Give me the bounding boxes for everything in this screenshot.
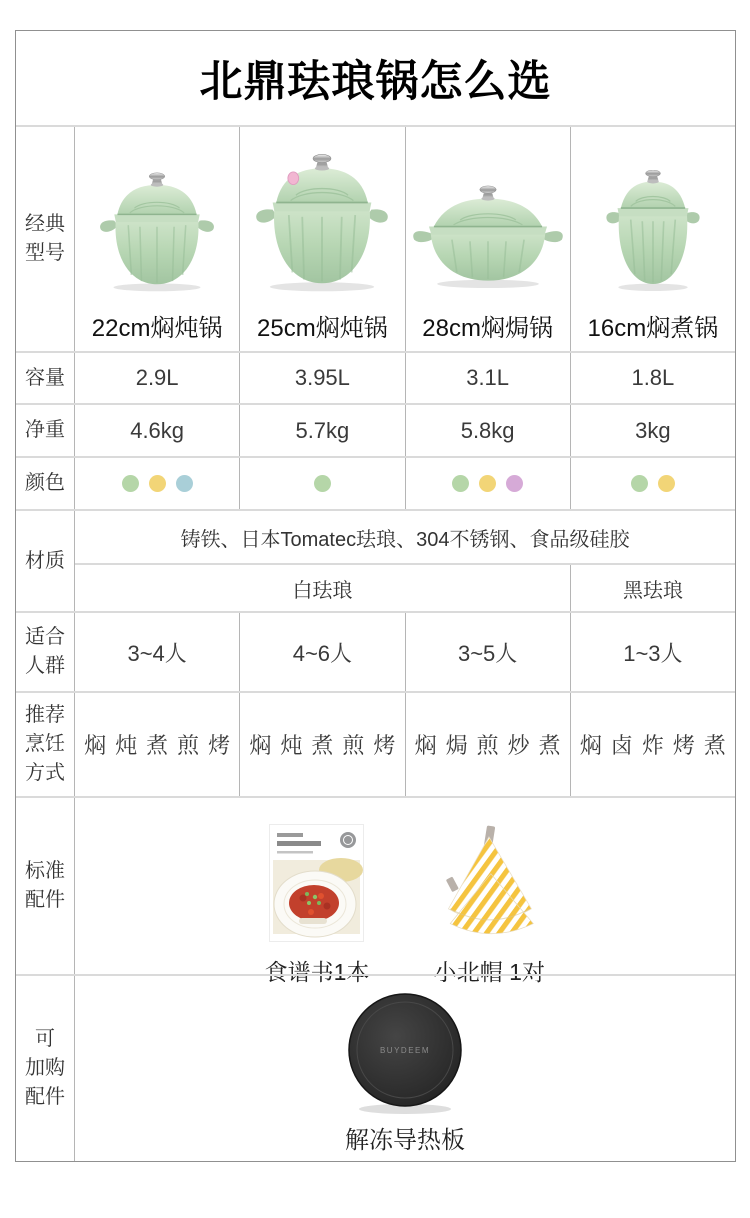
pot-mitts-image — [433, 824, 545, 942]
people-row — [16, 611, 735, 691]
thermal-plate-image — [335, 990, 475, 1118]
pot-image-16cm-pot — [601, 170, 705, 294]
capacity-value: 1.8L — [631, 365, 675, 390]
color-dot-blue — [176, 475, 193, 492]
accessory-pot-mitts — [433, 824, 545, 987]
color-dot-yellow — [149, 475, 166, 492]
color-swatches — [314, 475, 331, 492]
pot-image-28cm-braiser — [406, 182, 570, 294]
capacity-value: 2.9L — [135, 365, 179, 390]
weight-value: 5.7kg — [295, 417, 350, 443]
material-row — [16, 509, 735, 611]
recipe-book-image — [269, 824, 364, 942]
row-header-material: 材质 — [25, 549, 65, 572]
color-dot-yellow — [479, 475, 496, 492]
color-row — [16, 456, 735, 509]
weight-value: 3kg — [635, 417, 671, 443]
weight-value: 4.6kg — [130, 417, 185, 443]
people-value: 3~4人 — [127, 640, 187, 666]
capacity-value: 3.1L — [466, 365, 510, 390]
model-cell-16cm — [570, 127, 735, 351]
accessories-row — [16, 796, 735, 985]
color-swatches — [122, 475, 193, 492]
color-dot-green — [122, 475, 139, 492]
model-cell-25cm — [239, 127, 404, 351]
weight-value: 5.8kg — [460, 417, 515, 443]
row-header-accessories: 标准 配件 — [25, 860, 65, 911]
row-header-optional: 可 加购 配件 — [25, 1028, 65, 1108]
model-name: 28cm焖焗锅 — [422, 314, 553, 342]
model-row — [16, 125, 735, 351]
cooking-value: 焖炖煮煎烤 — [249, 733, 405, 758]
capacity-value: 3.95L — [294, 365, 350, 390]
model-name: 25cm焖炖锅 — [257, 314, 388, 342]
cooking-value: 焖焗煎炒煮 — [414, 733, 570, 758]
title-row — [16, 31, 735, 125]
material-black-enamel: 黑珐琅 — [570, 565, 735, 611]
material-white-enamel: 白珐琅 — [292, 579, 353, 602]
material-composition: 铸铁、日本Tomatec珐琅、304不锈钢、食品级硅胶 — [180, 528, 630, 551]
thermal-plate-brand: BUYDEEM — [379, 1046, 431, 1055]
page-title: 北鼎珐琅锅怎么选 — [199, 57, 552, 106]
row-header-capacity: 容量 — [25, 366, 65, 389]
people-value: 1~3人 — [623, 640, 683, 666]
pot-image-25cm-stew — [243, 154, 401, 294]
optional-row — [16, 974, 735, 1161]
pot-mitts-caption: 小北帽 1对 — [433, 959, 545, 985]
pink-steam-valve — [288, 171, 299, 184]
model-name: 22cm焖炖锅 — [91, 314, 223, 342]
color-dot-green — [452, 475, 469, 492]
row-header-weight: 净重 — [25, 419, 65, 441]
cooking-value: 焖卤炸烤煮 — [579, 733, 735, 758]
row-header-model: 经典 型号 — [25, 213, 65, 264]
cooking-row — [16, 691, 735, 796]
color-dot-purple — [506, 475, 523, 492]
people-value: 4~6人 — [292, 640, 353, 666]
model-cell-28cm — [405, 127, 570, 351]
color-swatches — [452, 475, 523, 492]
comparison-table — [15, 30, 736, 1162]
color-swatches — [631, 475, 675, 492]
row-header-people: 适合 人群 — [25, 626, 65, 677]
weight-row — [16, 403, 735, 456]
accessory-recipe-book — [265, 824, 370, 987]
model-cell-22cm — [74, 127, 239, 351]
color-dot-green — [314, 475, 331, 492]
people-value: 3~5人 — [457, 640, 518, 666]
recipe-book-caption: 食谱书1本 — [264, 959, 370, 985]
color-dot-green — [631, 475, 648, 492]
row-header-color: 颜色 — [25, 472, 65, 494]
color-dot-yellow — [658, 475, 675, 492]
cooking-value: 焖炖煮煎烤 — [84, 733, 240, 758]
model-name: 16cm焖煮锅 — [587, 314, 719, 342]
thermal-plate-caption: 解冻导热板 — [345, 1127, 465, 1154]
capacity-row — [16, 351, 735, 403]
pot-image-22cm-stew — [91, 172, 223, 294]
row-header-cooking: 推荐 烹饪 方式 — [25, 704, 65, 784]
